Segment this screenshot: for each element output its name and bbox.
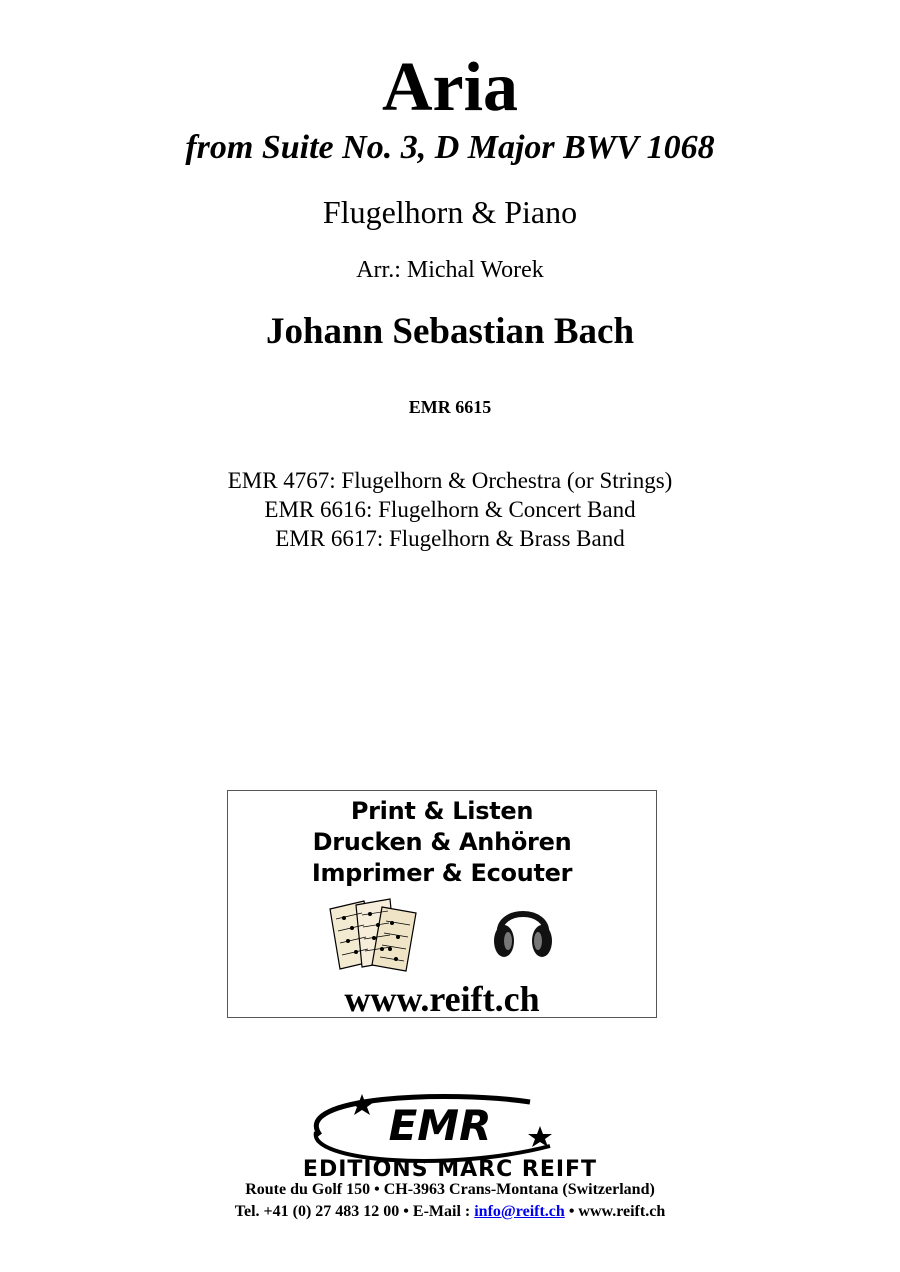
phone-text: Tel. +41 (0) 27 483 12 00 • E-Mail : — [234, 1203, 475, 1220]
publisher-contact — [0, 1202, 900, 1222]
other-editions-list — [0, 466, 900, 553]
subtitle: from Suite No. 3, D Major BWV 1068 — [185, 129, 715, 166]
logo-emr-text: EMR — [388, 1101, 492, 1150]
instrumentation: Flugelhorn & Piano — [322, 194, 578, 230]
web-text: • www.reift.ch — [564, 1203, 666, 1220]
title: Aria — [381, 49, 519, 126]
catalog-number: EMR 6615 — [408, 397, 492, 417]
headphones-icon — [492, 893, 554, 963]
promo-line-en: Print & Listen — [350, 797, 534, 825]
publisher-address: Route du Golf 150 • CH-3963 Crans-Montana (Switzerland) — [245, 1181, 655, 1198]
print-listen-box — [227, 790, 657, 1018]
composer: Johann Sebastian Bach — [265, 311, 635, 352]
edition-item: EMR 4767: Flugelhorn & Orchestra (or Strings) — [227, 468, 673, 493]
arranger: Arr.: Michal Worek — [356, 257, 544, 283]
edition-item: EMR 6617: Flugelhorn & Brass Band — [275, 526, 625, 551]
emr-logo — [250, 1090, 650, 1180]
email-link[interactable]: info@reift.ch — [474, 1203, 565, 1220]
promo-line-de: Drucken & Anhören — [312, 828, 572, 856]
promo-line-fr: Imprimer & Ecouter — [311, 859, 573, 887]
logo-publisher-name: EDITIONS MARC REIFT — [302, 1157, 598, 1180]
edition-item: EMR 6616: Flugelhorn & Concert Band — [264, 497, 636, 522]
promo-url: www.reift.ch — [344, 979, 540, 1019]
sheet-music-icon — [326, 895, 422, 975]
